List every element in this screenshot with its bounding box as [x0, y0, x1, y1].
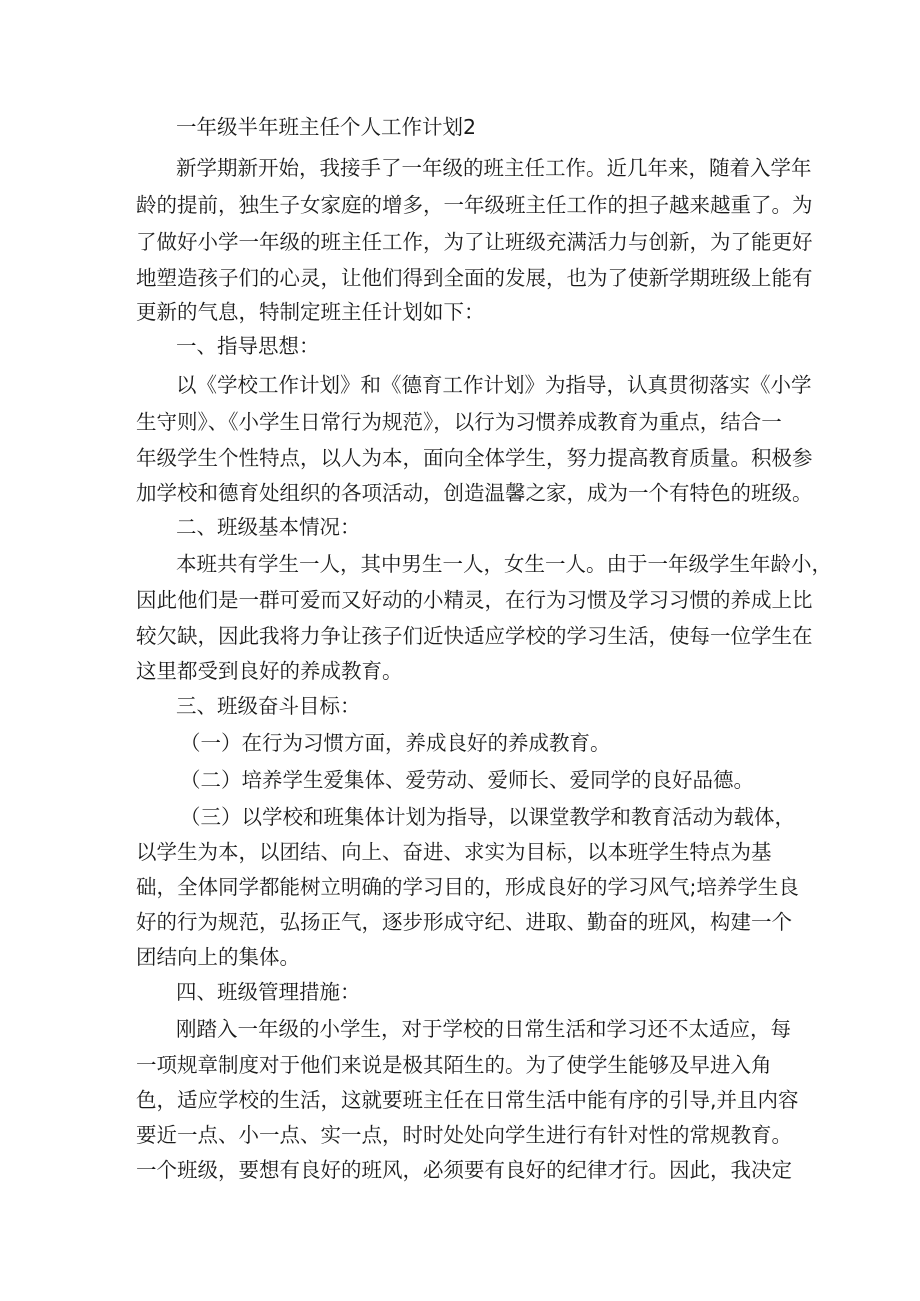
list-item: （二）培养学生爱集体、爱劳动、爱师长、爱同学的良好品德。 — [180, 768, 754, 792]
section-heading: 四、班级管理措施： — [176, 980, 361, 1004]
section-heading: 一、指导思想： — [176, 334, 320, 358]
paragraph-line: 新学期新开始，我接手了一年级的班主任工作。近几年来，随着入学年 — [176, 156, 812, 180]
paragraph-line: 较欠缺，因此我将力争让孩子们近快适应学校的学习生活，使每一位学生在 — [136, 624, 813, 648]
paragraph-line: 了做好小学一年级的班主任工作，为了让班级充满活力与创新，为了能更好 — [136, 230, 813, 254]
paragraph-line: 一项规章制度对于他们来说是极其陌生的。为了使学生能够及早进入角 — [136, 1053, 772, 1077]
paragraph-line: 础，全体同学都能树立明确的学习目的，形成良好的学习风气;培养学生良 — [136, 875, 799, 899]
document-title: 一年级半年班主任个人工作计划2 — [176, 115, 477, 139]
paragraph-line: 一个班级，要想有良好的班风，必须要有良好的纪律才行。因此，我决定 — [136, 1158, 792, 1182]
list-item: （三）以学校和班集体计划为指导，以课堂教学和教育活动为载体， — [180, 805, 795, 829]
paragraph-line: 要近一点、小一点、实一点，时时处处向学生进行有针对性的常规教育。 — [136, 1123, 792, 1147]
paragraph-line: 本班共有学生一人，其中男生一人，女生一人。由于一年级学生年龄小， — [176, 552, 832, 576]
paragraph-line: 更新的气息，特制定班主任计划如下： — [136, 300, 485, 324]
paragraph-line: 好的行为规范，弘扬正气，逐步形成守纪、进取、勤奋的班风，构建一个 — [136, 910, 792, 934]
paragraph-line: 龄的提前，独生子女家庭的增多，一年级班主任工作的担子越来越重了。为 — [136, 193, 813, 217]
section-heading: 二、班级基本情况： — [176, 515, 361, 539]
paragraph-line: 生守则》、《小学生日常行为规范》，以行为习惯养成教育为重点，结合一 — [136, 410, 782, 434]
paragraph-line: 团结向上的集体。 — [136, 945, 300, 969]
paragraph-line: 刚踏入一年级的小学生，对于学校的日常生活和学习还不太适应，每 — [176, 1017, 791, 1041]
paragraph-line: 因此他们是一群可爱而又好动的小精灵，在行为习惯及学习习惯的养成上比 — [136, 588, 813, 612]
paragraph-line: 年级学生个性特点，以人为本，面向全体学生，努力提高教育质量。积极参 — [136, 446, 813, 470]
paragraph-line: 这里都受到良好的养成教育。 — [136, 659, 403, 683]
paragraph-line: 加学校和德育处组织的各项活动，创造温馨之家，成为一个有特色的班级。 — [136, 481, 813, 505]
paragraph-line: 以学生为本，以团结、向上、奋进、求实为目标，以本班学生特点为基 — [136, 840, 772, 864]
list-item: （一）在行为习惯方面，养成良好的养成教育。 — [180, 731, 611, 755]
paragraph-line: 地塑造孩子们的心灵，让他们得到全面的发展，也为了使新学期班级上能有 — [136, 266, 813, 290]
paragraph-line: 色，适应学校的生活，这就要班主任在日常生活中能有序的引导,并且内容 — [136, 1088, 799, 1112]
section-heading: 三、班级奋斗目标： — [176, 694, 361, 718]
paragraph-line: 以《学校工作计划》和《德育工作计划》为指导，认真贯彻落实《小学 — [176, 373, 812, 397]
